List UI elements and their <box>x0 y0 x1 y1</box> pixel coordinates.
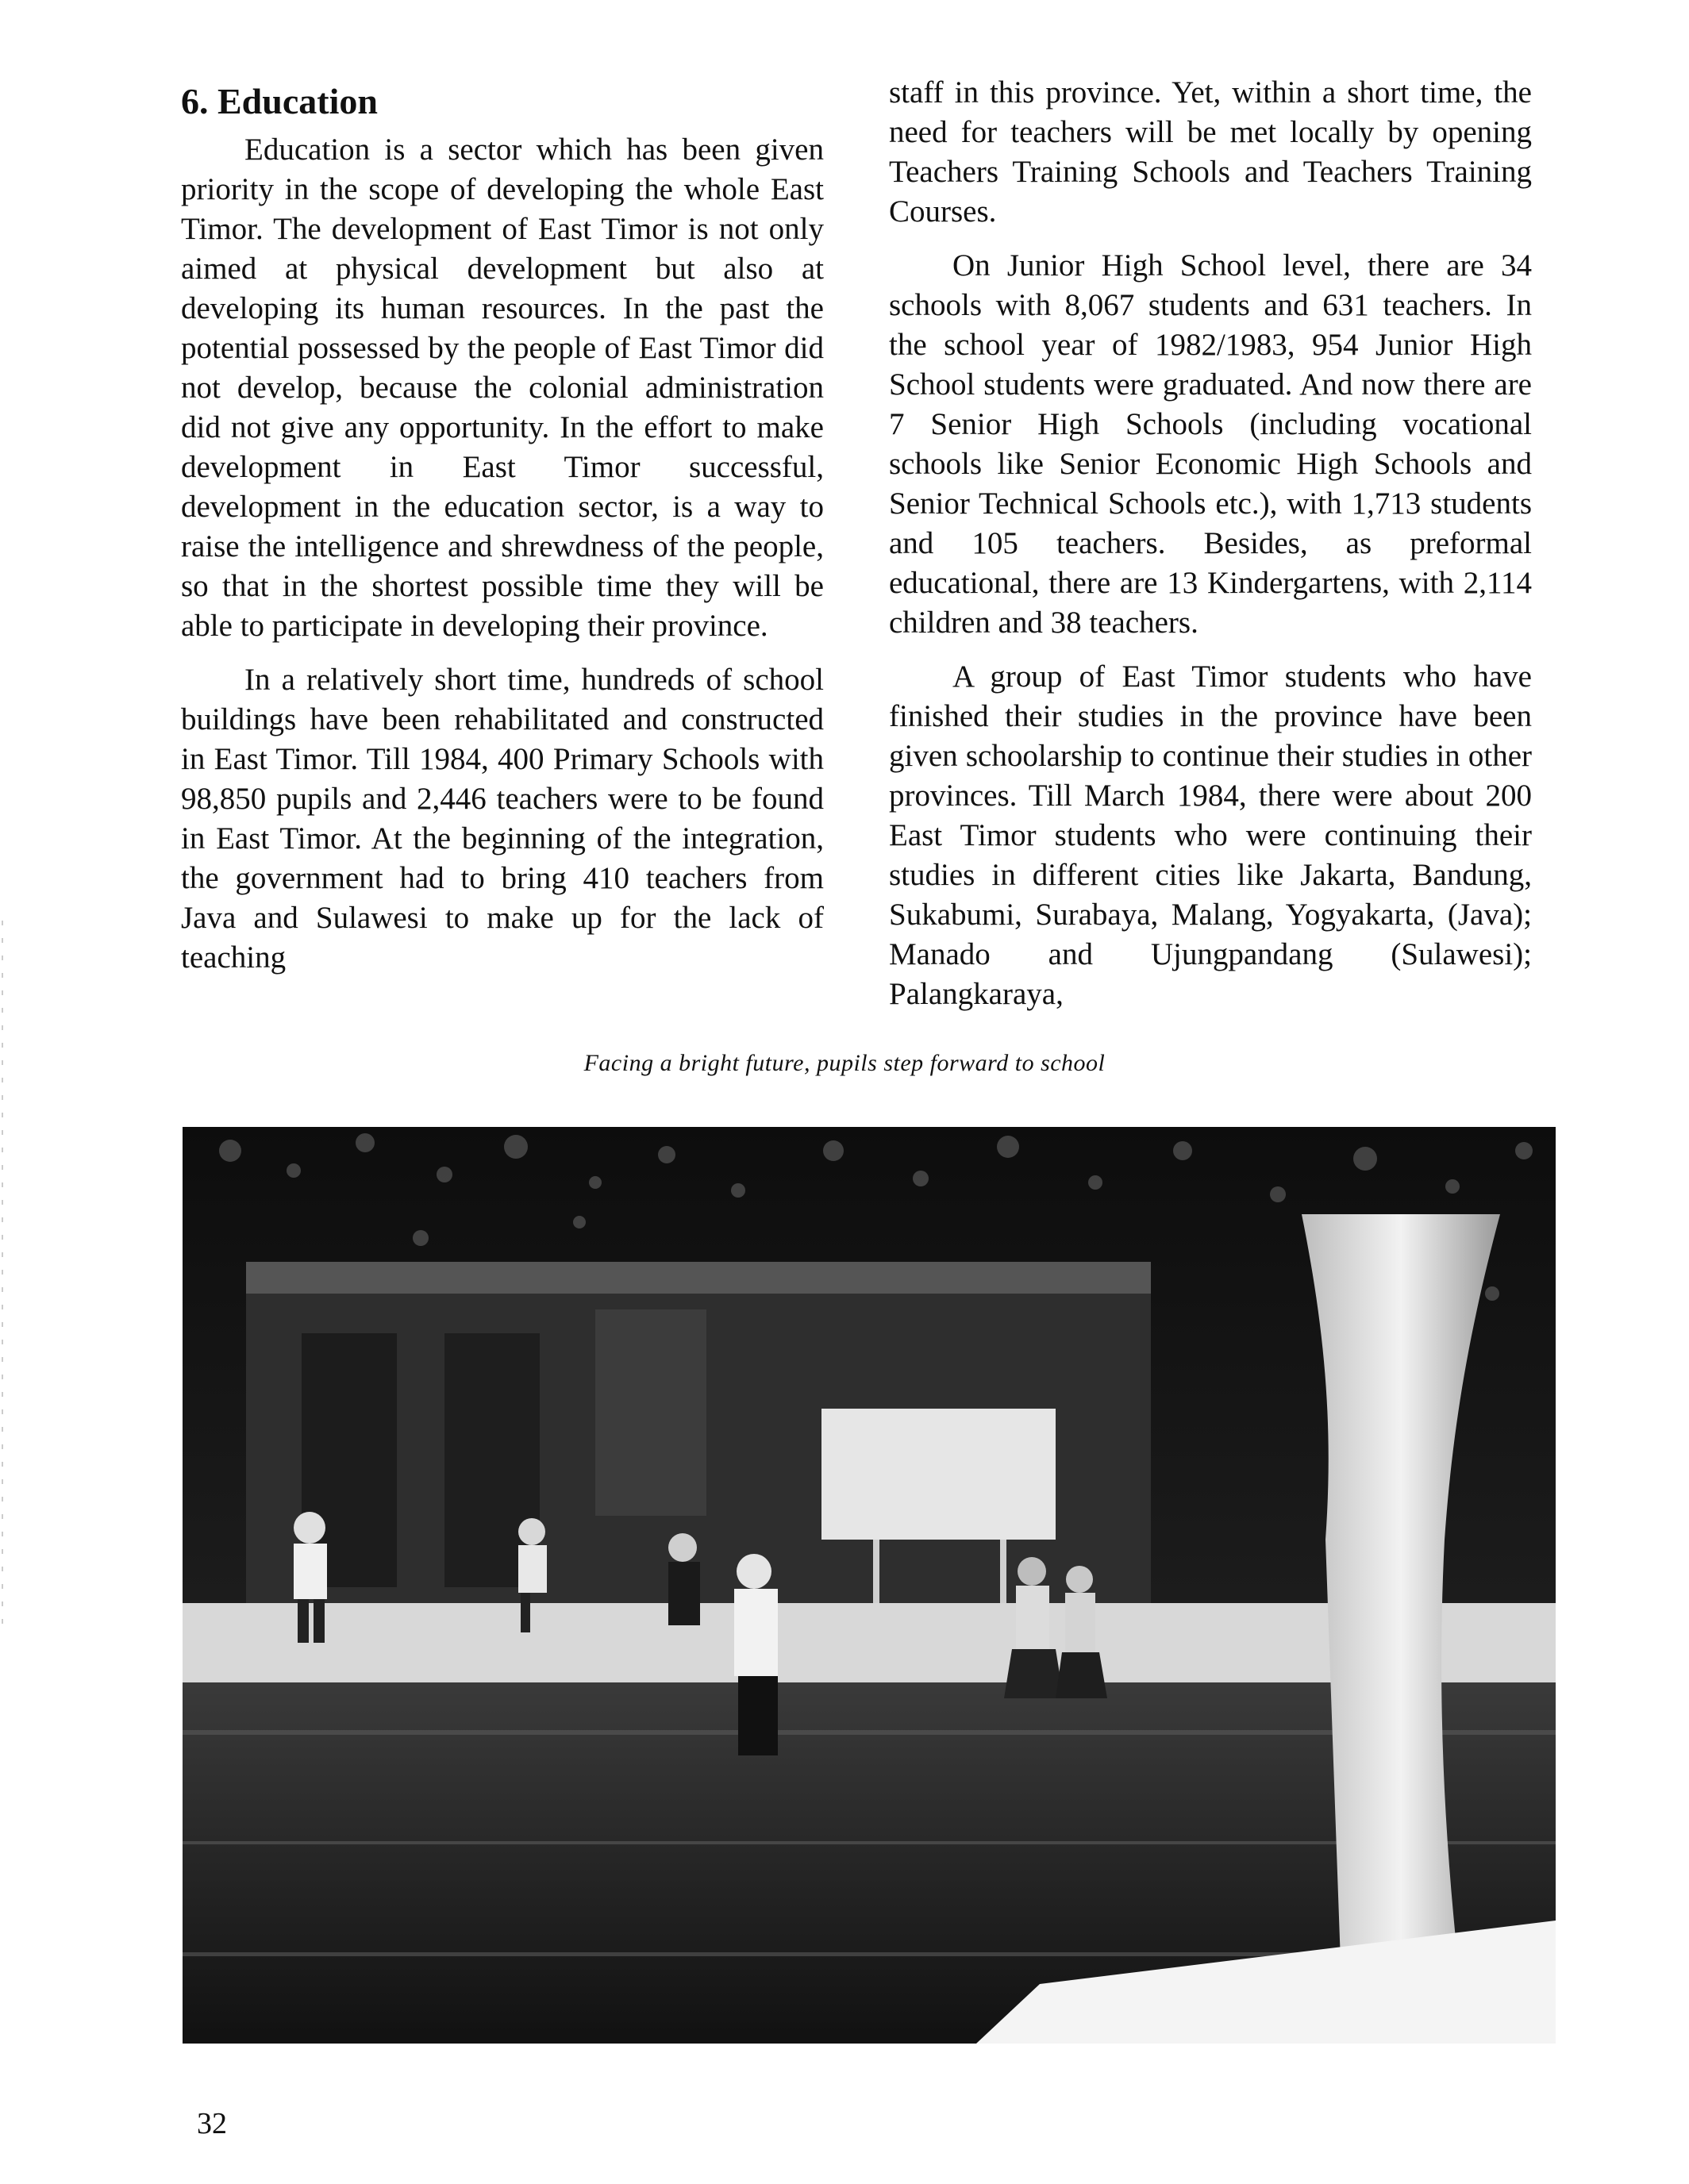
right-paragraph-2: A group of East Timor students who have finished their studies in the province have been given schoolarship to continue their studies in other provinces. Till March 1984, there were about 200 East Timor students who were continuing their studies in different cities like Jakarta, Bandung, Sukabumi, Surabaya, Malang, Yogyakarta, (Java); Manado and Ujungpandang (Sulawesi); Palangkaraya, <box>889 659 1532 1011</box>
section-heading: 6. Education <box>181 81 378 121</box>
scan-margin-marks <box>2 921 3 1635</box>
pupil-figure <box>668 1533 700 1625</box>
left-paragraph-2: In a relatively short time, hundreds of school buildings have been rehabilitated and constructed in East Timor. Till 1984, 400 Primary Schools with 98,850 pupils and 2,446 teachers were to be found in East Timor. At the beginning of the integration, the government had to bring 410 teachers from Java and Sulawesi to make up for the lack of teaching <box>181 663 824 975</box>
school-photo-illustration <box>183 1127 1556 2044</box>
right-continuation-paragraph: staff in this province. Yet, within a short time, the need for teachers will be met locally by opening Teachers Training Schools and Teachers Training Courses. <box>889 75 1532 229</box>
sign-board <box>821 1409 1056 1540</box>
right-paragraph-1: On Junior High School level, there are 34 schools with 8,067 students and 631 teachers. In the school year of 1982/1983, 954 Junior High School students were graduated. And now there are 7 Senior High Schools (including vocational schools like Senior Economic High Schools and Senior Technical Schools etc.), with 1,713 students and 105 teachers. Besides, as preformal educational, there are 13 Kindergartens, with 2,114 children and 38 teachers. <box>889 248 1532 640</box>
left-paragraph-1: Education is a sector which has been given priority in the scope of developing the whole East Timor. The development of East Timor is not only aimed at physical development but also at developing its human resources. In the past the potential possessed by the people of East Timor did not develop, because the colonial administration did not give any opportunity. In the effort to make development in East Timor successful, development in the education sector, is a way to raise the intelligence and shrewdness of the people, so that in the shortest possible time they will be able to participate in developing their province. <box>181 133 824 643</box>
figure-caption: Facing a bright future, pupils step forward to school <box>583 1050 1106 1076</box>
right-column <box>889 73 1532 1029</box>
page-number: 32 <box>197 2107 227 2140</box>
school-photo <box>183 1127 1556 2044</box>
left-column <box>181 79 824 992</box>
